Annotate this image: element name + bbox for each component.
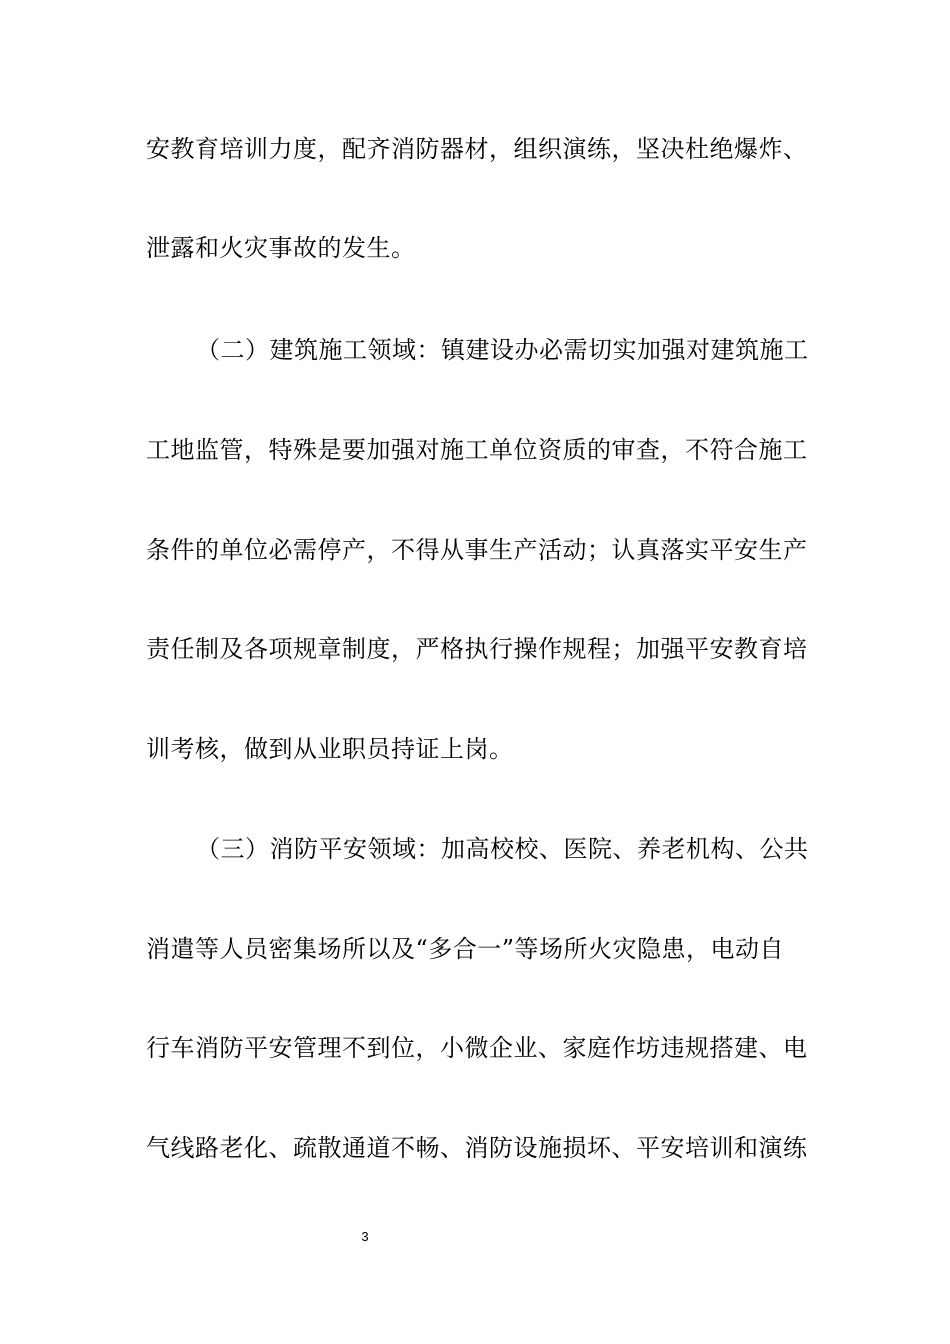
paragraph-heading-line: （二）建筑施工领域：镇建设办必需切实加强对建筑施工 bbox=[196, 336, 809, 364]
text-line: 条件的单位必需停产，不得从事生产活动；认真落实平安生产 bbox=[146, 536, 808, 564]
text-line: 消遣等人员密集场所以及“多合一”等场所火灾隐患，电动自 bbox=[146, 935, 785, 963]
text-line: 责任制及各项规章制度，严格执行操作规程；加强平安教育培 bbox=[146, 635, 808, 663]
text-line: 气线路老化、疏散通道不畅、消防设施损坏、平安培训和演练 bbox=[146, 1134, 808, 1162]
text-line: 安教育培训力度，配齐消防器材，组织演练，坚决杜绝爆炸、 bbox=[146, 135, 808, 163]
text-line: 泄露和火灾事故的发生。 bbox=[146, 234, 416, 262]
text-line: 训考核，做到从业职员持证上岗。 bbox=[146, 735, 514, 763]
paragraph-heading-line: （三）消防平安领域：加高校校、医院、养老机构、公共 bbox=[196, 835, 809, 863]
text-line: 工地监管，特殊是要加强对施工单位资质的审查，不符合施工 bbox=[146, 436, 808, 464]
page-number: 3 bbox=[361, 1229, 369, 1244]
text-line: 行车消防平安管理不到位，小微企业、家庭作坊违规搭建、电 bbox=[146, 1034, 808, 1062]
